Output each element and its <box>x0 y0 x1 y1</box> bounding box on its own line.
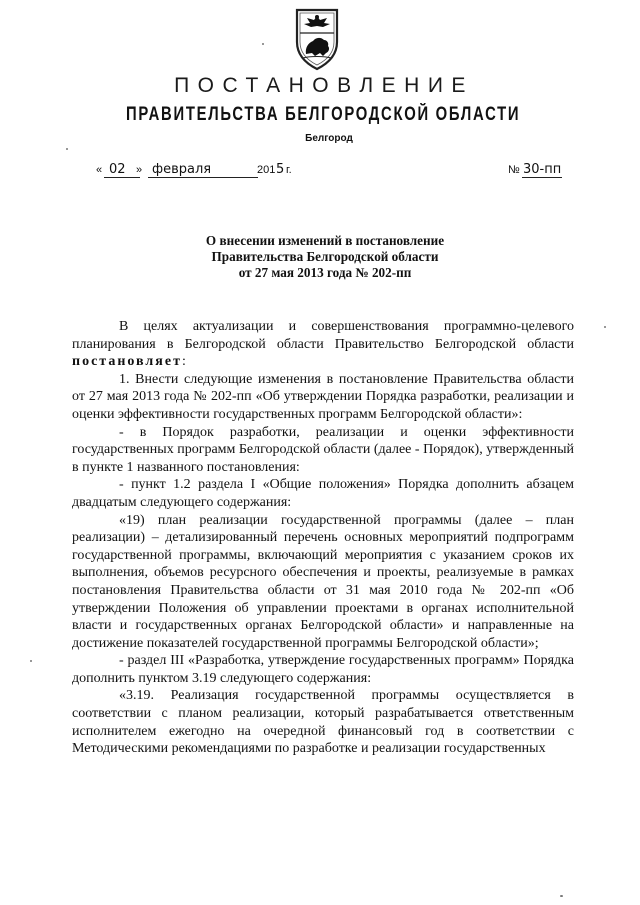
body-paragraph <box>72 318 574 371</box>
subject-line: Правительства Белгородской области <box>211 249 439 264</box>
date-day: 02 <box>109 162 126 177</box>
issuer-title: ПРАВИТЕЛЬСТВА БЕЛГОРОДСКОЙ ОБЛАСТИ <box>125 104 521 125</box>
body-paragraph: 1. Внести следующие изменения в постановление Правительства области от 27 мая 2013 года № 202-пп «Об утверждении Порядка разработки, реализации и оценки эффективности государственных программ Белгородской области»: <box>72 371 574 422</box>
date-number-row <box>96 162 566 182</box>
subject-line: О внесении изменений в постановление <box>205 233 445 248</box>
decree-word: постановляет <box>72 354 182 370</box>
body-paragraph: «19) план реализации государственной программы (далее – план реализации) – детализированный перечень основных мероприятий подпрограмм государственной программы, включающий мероприятия с указанием сроков их выполнения, объемов ресурсного обеспечения и проекты, реализуемые в рамках постановления Правительства области от 31 мая 2010 года № 202-пп «Об утверждении Положения об управлении проектами в органах исполнительной власти и государственных органах Белгородской области» и направленные на достижение показателей государственной программы Белгородской области»; <box>72 512 574 651</box>
date-month: февраля <box>152 162 212 177</box>
body-paragraph: - раздел III «Разработка, утверждение государственных программ» Порядка дополнить пунктом 3.19 следующего содержания: <box>72 653 574 686</box>
date-close-quote: » <box>136 164 143 176</box>
paragraph-text: В целях актуализации и совершенствования программно-целевого планирования в Белгородской области Правительство Белгородской области <box>72 319 574 352</box>
document-type-title: ПОСТАНОВЛЕНИЕ <box>174 74 474 97</box>
date-open-quote: « <box>96 164 103 176</box>
body-paragraph: - пункт 1.2 раздела I «Общие положения» Порядка дополнить абзацем двадцатым следующего содержания: <box>72 477 574 510</box>
date-year-prefix: 201 <box>257 164 276 176</box>
body-paragraph: «3.19. Реализация государственной программы осуществляется в соответствии с планом реализации, который разрабатывается ответственным исполнителем ежегодно на очередной финансовый год в соответствии с Методическими рекомендациями по разработке и реализации государственных <box>72 688 574 757</box>
paragraph-text: : <box>181 354 186 370</box>
date-year-mark: г. <box>286 164 292 176</box>
document-body <box>72 318 574 758</box>
number-label: № <box>508 164 520 176</box>
document-subject <box>0 233 640 281</box>
date-year-suffix: 5 <box>276 162 285 177</box>
body-paragraph: - в Порядок разработки, реализации и оценки эффективности государственных программ Белгородской области (далее - Порядок), утвержденный в пункте 1 названного постановления: <box>72 424 574 475</box>
belgorod-coat-of-arms-icon <box>287 6 347 72</box>
document-number: 30-пп <box>523 162 562 177</box>
city-label: Белгород <box>305 133 353 144</box>
subject-line: от 27 мая 2013 года № 202-пп <box>238 265 412 280</box>
